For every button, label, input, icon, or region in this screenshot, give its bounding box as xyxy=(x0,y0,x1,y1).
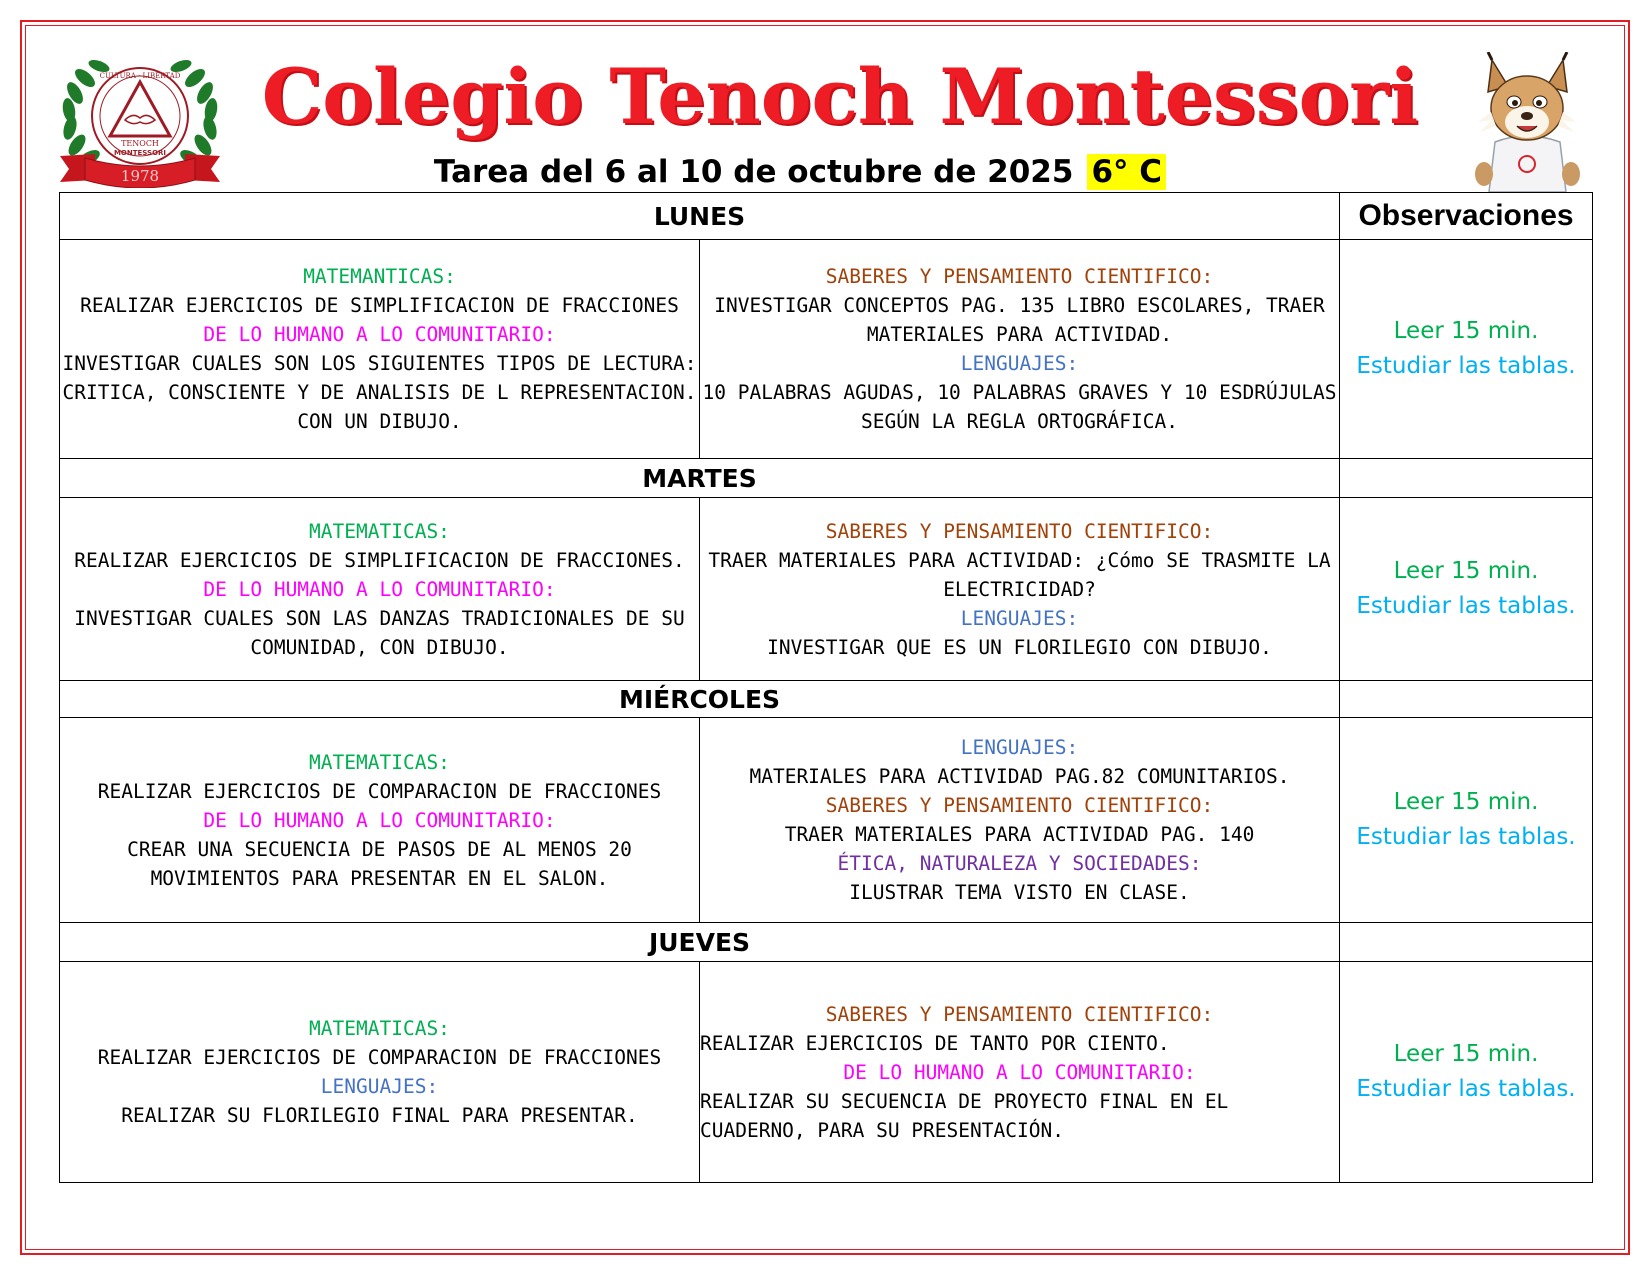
subject-label: SABERES Y PENSAMIENTO CIENTIFICO: xyxy=(825,1002,1214,1026)
subject-label: ÉTICA, NATURALEZA Y SOCIEDADES: xyxy=(837,852,1202,875)
logo-year: 1978 xyxy=(120,167,160,185)
task-text: INVESTIGAR QUE ES UN FLORILEGIO CON DIBUJO. xyxy=(767,635,1272,659)
day-name: MARTES xyxy=(60,459,1340,498)
observations-header: Observaciones xyxy=(1340,193,1593,240)
task-text: INVESTIGAR CONCEPTOS PAG. 135 LIBRO ESCOLARES, TRAER MATERIALES PARA ACTIVIDAD. xyxy=(714,294,1325,346)
subject-label: DE LO HUMANO A LO COMUNITARIO: xyxy=(203,323,556,346)
task-text: REALIZAR EJERCICIOS DE SIMPLIFICACION DE FRACCIONES xyxy=(80,294,679,317)
subject-label: LENGUAJES: xyxy=(960,606,1079,630)
observations-header-blank xyxy=(1340,459,1593,498)
observation-study: Estudiar las tablas. xyxy=(1356,353,1576,379)
task-text: INVESTIGAR CUALES SON LOS SIGUIENTES TIPOS DE LECTURA: CRITICA, CONSCIENTE Y DE ANALISIS DE L REPRESENTACION. CON UN DIBUJO. xyxy=(62,352,697,433)
observations-cell xyxy=(1340,962,1593,1183)
task-text: 10 PALABRAS AGUDAS, 10 PALABRAS GRAVES Y 10 ESDRÚJULAS SEGÚN LA REGLA ORTOGRÁFICA. xyxy=(702,381,1337,433)
day-header-row xyxy=(60,681,1593,718)
subject-label: LENGUAJES: xyxy=(960,736,1079,759)
task-text: MATERIALES PARA ACTIVIDAD PAG.82 COMUNITARIOS. xyxy=(749,765,1290,788)
tasks-left-cell xyxy=(60,718,700,923)
tasks-left-cell xyxy=(60,240,700,459)
day-name: JUEVES xyxy=(60,923,1340,962)
observation-study: Estudiar las tablas. xyxy=(1356,593,1576,619)
day-header-row xyxy=(60,923,1593,962)
task-text: INVESTIGAR CUALES SON LAS DANZAS TRADICIONALES DE SU COMUNIDAD, CON DIBUJO. xyxy=(74,606,685,659)
subject-label: LENGUAJES: xyxy=(320,1075,439,1098)
day-tasks-row xyxy=(60,240,1593,459)
lynx-mascot-icon xyxy=(1470,52,1585,192)
task-text: REALIZAR EJERCICIOS DE COMPARACION DE FRACCIONES xyxy=(97,1046,662,1069)
day-name: MIÉRCOLES xyxy=(60,681,1340,718)
logo-motto: CULTURA · LIBERTAD xyxy=(99,72,181,80)
school-title: Colegio Tenoch Montessori xyxy=(261,52,1419,141)
task-text: TRAER MATERIALES PARA ACTIVIDAD PAG. 140 xyxy=(784,823,1255,846)
observations-header-blank xyxy=(1340,923,1593,962)
task-text: REALIZAR EJERCICIOS DE COMPARACION DE FRACCIONES xyxy=(97,779,662,803)
observations-header-blank xyxy=(1340,681,1593,718)
day-header-row xyxy=(60,459,1593,498)
task-text: CREAR UNA SECUENCIA DE PASOS DE AL MENOS 20 MOVIMIENTOS PARA PRESENTAR EN EL SALON. xyxy=(127,837,632,890)
grade-badge: 6° C xyxy=(1087,154,1166,190)
logo-name-line1: TENOCH xyxy=(121,139,159,148)
subject-label: MATEMATICAS: xyxy=(309,519,450,543)
task-text: REALIZAR SU FLORILEGIO FINAL PARA PRESENTAR. xyxy=(121,1104,638,1127)
day-header-row xyxy=(60,193,1593,240)
observation-study: Estudiar las tablas. xyxy=(1356,824,1576,850)
subject-label: DE LO HUMANO A LO COMUNITARIO: xyxy=(203,808,556,832)
day-tasks-row xyxy=(60,498,1593,681)
tasks-right-cell xyxy=(700,718,1340,923)
subject-label: SABERES Y PENSAMIENTO CIENTIFICO: xyxy=(825,794,1214,817)
observations-cell xyxy=(1340,498,1593,681)
tasks-left-cell xyxy=(60,962,700,1183)
observation-read: Leer 15 min. xyxy=(1393,558,1539,584)
subject-label: SABERES Y PENSAMIENTO CIENTIFICO: xyxy=(825,265,1214,288)
subject-label: MATEMATICAS: xyxy=(309,750,450,774)
task-text: TRAER MATERIALES PARA ACTIVIDAD: ¿Cómo SE TRASMITE LA ELECTRICIDAD? xyxy=(708,548,1331,601)
homework-date-range: Tarea del 6 al 10 de octubre de 2025 xyxy=(433,154,1074,190)
observations-cell xyxy=(1340,240,1593,459)
observation-read: Leer 15 min. xyxy=(1393,1041,1539,1067)
homework-subtitle xyxy=(300,150,1300,194)
task-text: REALIZAR SU SECUENCIA DE PROYECTO FINAL EN EL CUADERNO, PARA SU PRESENTACIÓN. xyxy=(700,1089,1229,1142)
task-text: REALIZAR EJERCICIOS DE TANTO POR CIENTO. xyxy=(700,1031,1170,1055)
subject-label: MATEMANTICAS: xyxy=(303,265,456,288)
homework-table xyxy=(59,192,1593,1183)
day-name: LUNES xyxy=(60,193,1340,240)
tasks-right-cell xyxy=(700,498,1340,681)
subject-label: DE LO HUMANO A LO COMUNITARIO: xyxy=(843,1060,1196,1084)
observation-read: Leer 15 min. xyxy=(1393,318,1539,344)
subject-label: LENGUAJES: xyxy=(960,352,1079,375)
observations-cell xyxy=(1340,718,1593,923)
task-text: ILUSTRAR TEMA VISTO EN CLASE. xyxy=(849,881,1190,904)
tasks-left-cell xyxy=(60,498,700,681)
tasks-right-cell xyxy=(700,962,1340,1183)
day-tasks-row xyxy=(60,962,1593,1183)
task-text: REALIZAR EJERCICIOS DE SIMPLIFICACION DE FRACCIONES. xyxy=(74,548,685,572)
subject-label: DE LO HUMANO A LO COMUNITARIO: xyxy=(203,577,556,601)
logo-name-line2: MONTESSORI xyxy=(113,149,167,157)
tasks-right-cell xyxy=(700,240,1340,459)
school-logo xyxy=(55,48,225,188)
day-tasks-row xyxy=(60,718,1593,923)
observation-read: Leer 15 min. xyxy=(1393,789,1539,815)
subject-label: SABERES Y PENSAMIENTO CIENTIFICO: xyxy=(825,519,1214,543)
observation-study: Estudiar las tablas. xyxy=(1356,1076,1576,1102)
subject-label: MATEMATICAS: xyxy=(309,1017,450,1040)
